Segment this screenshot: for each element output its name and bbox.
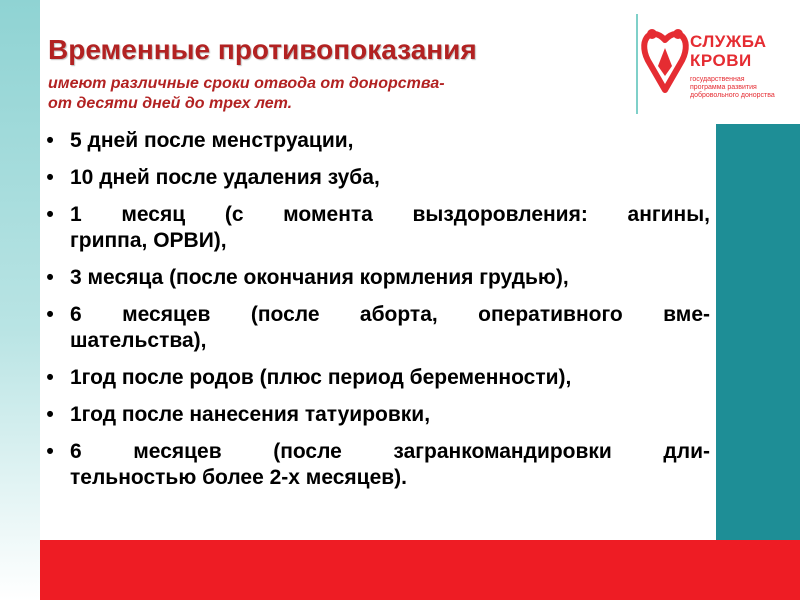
list-item-text-continued: тельностью более 2-х месяцев).	[70, 466, 408, 489]
logo-name-line-2: КРОВИ	[690, 51, 752, 70]
right-teal-bar	[716, 124, 800, 548]
list-item-text-continued: шательства),	[70, 329, 207, 352]
bullet-marker: •	[46, 440, 54, 463]
slide-subtitle	[48, 74, 445, 114]
list-item	[40, 202, 710, 254]
list-item	[40, 165, 710, 191]
bullet-marker: •	[46, 303, 54, 326]
list-item-text: 6 месяцев (после аборта, оперативного вме-	[70, 303, 710, 326]
list-item-text: 1год после родов (плюс период беременности),	[70, 366, 572, 389]
blood-service-logo	[636, 14, 800, 114]
list-item-text: 1год после нанесения татуировки,	[70, 403, 431, 426]
subtitle-line-1: имеют различные сроки отвода от донорства-	[48, 75, 445, 92]
logo-caption-line-1: государственная	[690, 76, 745, 83]
list-item-text-continued: гриппа, ОРВИ),	[70, 229, 227, 252]
bullet-marker: •	[46, 166, 54, 189]
logo-caption	[690, 76, 798, 100]
list-item-text: 3 месяца (после окончания кормления грудью),	[70, 266, 569, 289]
list-item	[40, 365, 710, 391]
contraindications-list	[40, 128, 710, 502]
list-item-text: 6 месяцев (после загранкомандировки дли-	[70, 440, 710, 463]
bullet-marker: •	[46, 266, 54, 289]
subtitle-line-2: от десяти дней до трех лет.	[48, 95, 293, 112]
list-item	[40, 128, 710, 154]
list-item-text: 10 дней после удаления зуба,	[70, 166, 380, 189]
bullet-marker: •	[46, 203, 54, 226]
bottom-red-bar	[40, 540, 800, 600]
logo-caption-line-3: добровольного донорства	[690, 92, 775, 99]
list-item-text: 5 дней после менструации,	[70, 129, 354, 152]
left-decorative-strip	[0, 0, 40, 600]
logo-caption-line-2: программа развития	[690, 84, 757, 91]
list-item	[40, 402, 710, 428]
slide-title: Временные противопоказания	[48, 34, 477, 65]
bullet-marker: •	[46, 366, 54, 389]
blood-service-logo-icon	[640, 18, 690, 108]
list-item	[40, 265, 710, 291]
list-item	[40, 302, 710, 354]
list-item-text: 1 месяц (с момента выздоровления: ангины,	[70, 203, 710, 226]
bullet-marker: •	[46, 129, 54, 152]
logo-name	[690, 32, 767, 70]
bullet-marker: •	[46, 403, 54, 426]
list-item	[40, 439, 710, 491]
logo-name-line-1: СЛУЖБА	[690, 32, 767, 51]
